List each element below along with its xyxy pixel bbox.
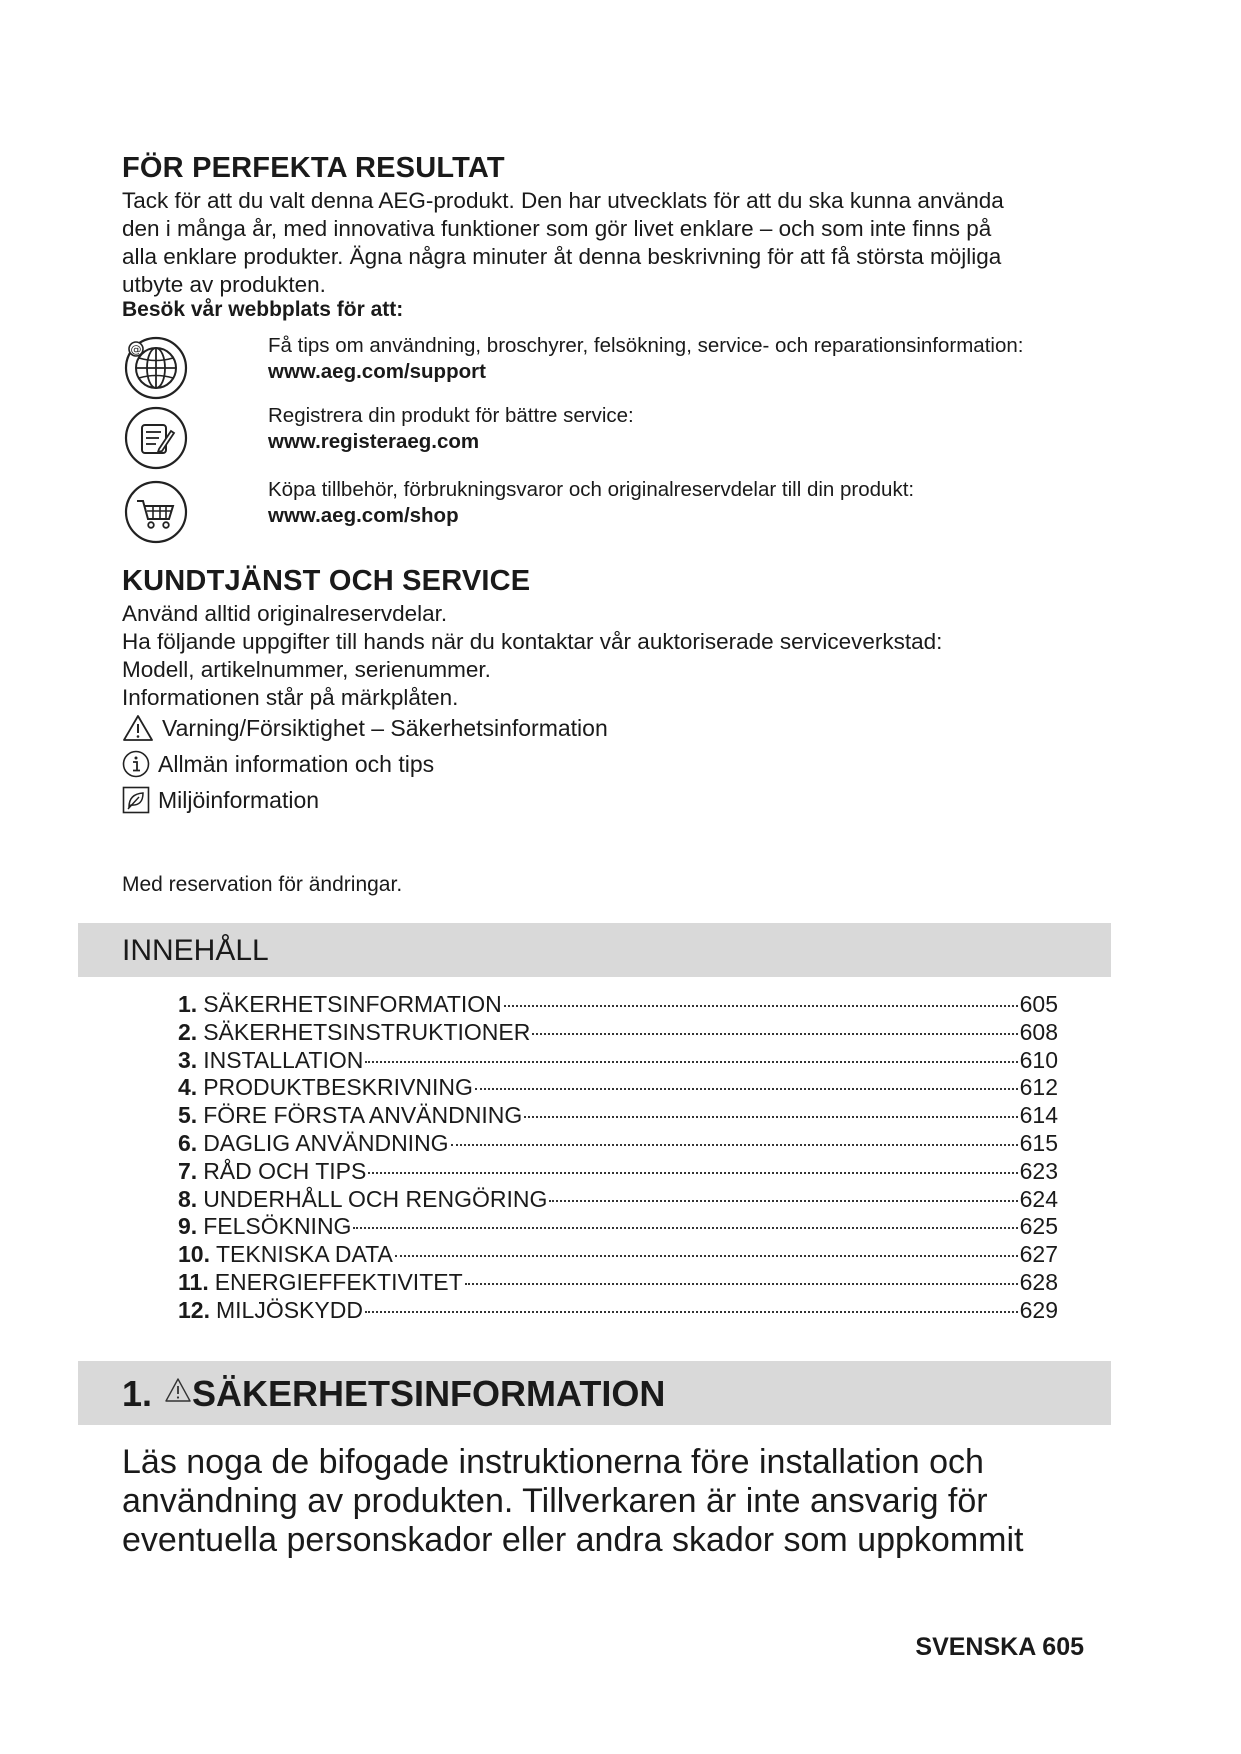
toc-dots: [532, 1033, 1017, 1035]
legend-label: Miljöinformation: [158, 786, 320, 813]
intro-line: den i många år, med innovativa funktioner som gör livet enklare – och som inte finns på: [122, 216, 992, 241]
toc-page: 615: [1019, 1129, 1058, 1156]
toc-dots: [365, 1061, 1017, 1063]
toc-title: PRODUKTBESKRIVNING: [203, 1074, 473, 1101]
web-link-url[interactable]: www.registeraeg.com: [268, 430, 480, 453]
toc-title: MILJÖSKYDD: [215, 1296, 363, 1323]
toc-title: TEKNISKA DATA: [215, 1241, 393, 1268]
service-line: Modell, artikelnummer, serienummer.: [122, 657, 491, 682]
toc-item[interactable]: [178, 1074, 1058, 1102]
disclaimer: Med reservation för ändringar.: [122, 873, 403, 896]
toc-page: 614: [1019, 1102, 1058, 1129]
toc-page: 612: [1019, 1074, 1058, 1101]
toc-num: 7.: [178, 1157, 198, 1184]
web-link-text: Registrera din produkt för bättre service:: [268, 404, 634, 427]
toc-num: 3.: [178, 1046, 198, 1073]
toc-item[interactable]: [178, 1047, 1058, 1075]
toc-item[interactable]: [178, 1102, 1058, 1130]
toc-item[interactable]: [178, 1297, 1058, 1325]
safety-line: eventuella personskador eller andra skador som uppkommit: [122, 1521, 1024, 1559]
toc-dots: [353, 1227, 1017, 1229]
warning-icon: [122, 714, 154, 742]
safety-heading: [122, 1373, 665, 1415]
toc-dots: [451, 1144, 1018, 1146]
intro-line: alla enklare produkter. Ägna några minuter åt denna beskrivning för att få största möjliga: [122, 244, 1002, 269]
toc-num: 4.: [178, 1074, 198, 1101]
toc-page: 605: [1019, 991, 1058, 1017]
toc-title: FELSÖKNING: [203, 1213, 352, 1240]
toc-num: 11.: [178, 1268, 209, 1295]
web-link-url[interactable]: www.aeg.com/shop: [268, 504, 459, 527]
warning-icon: [164, 1377, 192, 1403]
visit-label: Besök vår webbplats för att:: [122, 298, 404, 321]
service-title: KUNDTJÄNST OCH SERVICE: [122, 565, 531, 597]
toc-dots: [365, 1311, 1018, 1313]
toc-page: 624: [1019, 1185, 1058, 1212]
toc-title: INSTALLATION: [203, 1046, 364, 1073]
toc-num: 6.: [178, 1129, 198, 1156]
page-footer: SVENSKA 605: [915, 1633, 1084, 1661]
toc-title: ENERGIEFFEKTIVITET: [214, 1268, 463, 1295]
toc-num: 5.: [178, 1102, 198, 1129]
globe-icon: [123, 335, 189, 401]
safety-header-bar: [78, 1361, 1111, 1425]
toc-dots: [465, 1283, 1018, 1285]
legend-info: [122, 750, 434, 778]
toc-title: RÅD OCH TIPS: [203, 1157, 367, 1184]
toc-num: 1.: [178, 991, 198, 1017]
service-line: Ha följande uppgifter till hands när du kontaktar vår auktoriserade serviceverkstad:: [122, 629, 943, 654]
toc-page: 610: [1019, 1046, 1058, 1073]
cart-icon: [123, 479, 189, 545]
legend-warning: [122, 714, 608, 742]
table-of-contents: [178, 991, 1058, 1325]
toc-title: FÖRE FÖRSTA ANVÄNDNING: [203, 1102, 523, 1129]
register-icon: [123, 405, 189, 471]
toc-item[interactable]: [178, 1213, 1058, 1241]
toc-dots: [395, 1255, 1018, 1257]
intro-title: FÖR PERFEKTA RESULTAT: [122, 152, 505, 184]
toc-title: SÄKERHETSINSTRUKTIONER: [203, 1018, 531, 1045]
intro-paragraph: [122, 187, 1122, 299]
web-link-text: Köpa tillbehör, förbrukningsvaror och originalreservdelar till din produkt:: [268, 478, 915, 501]
toc-dots: [368, 1172, 1017, 1174]
safety-intro: [122, 1443, 1122, 1560]
toc-page: 623: [1019, 1157, 1058, 1184]
web-link-url[interactable]: www.aeg.com/support: [268, 360, 486, 383]
info-icon: [122, 750, 150, 778]
web-link-text: Få tips om användning, broschyrer, felsökning, service- och reparationsinformation:: [268, 334, 1024, 357]
service-line: Informationen står på märkplåten.: [122, 685, 459, 710]
toc-title: SÄKERHETSINFORMATION: [203, 991, 502, 1017]
toc-num: 8.: [178, 1185, 198, 1212]
toc-num: 12.: [178, 1296, 210, 1323]
svg-text:@: @: [130, 343, 142, 356]
toc-page: 628: [1019, 1268, 1058, 1295]
intro-line: Tack för att du valt denna AEG-produkt. Den har utvecklats för att du ska kunna använda: [122, 188, 1004, 213]
toc-item[interactable]: [178, 1241, 1058, 1269]
contents-title: INNEHÅLL: [122, 934, 269, 967]
toc-item[interactable]: [178, 1130, 1058, 1158]
toc-page: 625: [1019, 1213, 1058, 1240]
service-paragraph: [122, 600, 1122, 712]
safety-title: SÄKERHETSINFORMATION: [192, 1373, 666, 1414]
service-line: Använd alltid originalreservdelar.: [122, 601, 448, 626]
toc-num: 9.: [178, 1213, 198, 1240]
safety-line: Läs noga de bifogade instruktionerna före installation och: [122, 1443, 984, 1481]
safety-line: användning av produkten. Tillverkaren är inte ansvarig för: [122, 1482, 988, 1520]
contents-header-bar: [78, 923, 1111, 977]
toc-dots: [504, 1005, 1018, 1007]
leaf-icon: [122, 786, 150, 814]
toc-dots: [475, 1088, 1018, 1090]
intro-line: utbyte av produkten.: [122, 272, 326, 297]
toc-item[interactable]: [178, 991, 1058, 1019]
toc-page: 629: [1019, 1296, 1058, 1323]
toc-page: 608: [1019, 1018, 1058, 1045]
toc-item[interactable]: [178, 1269, 1058, 1297]
toc-item[interactable]: [178, 1186, 1058, 1214]
legend-label: Allmän information och tips: [158, 750, 435, 777]
legend-label: Varning/Försiktighet – Säkerhetsinformation: [162, 714, 608, 741]
toc-title: UNDERHÅLL OCH RENGÖRING: [203, 1185, 548, 1212]
toc-num: 2.: [178, 1018, 198, 1045]
safety-number: 1.: [122, 1373, 153, 1414]
toc-num: 10.: [178, 1241, 210, 1268]
toc-dots: [524, 1116, 1017, 1118]
legend-environment: [122, 786, 319, 814]
toc-dots: [549, 1200, 1017, 1202]
toc-item[interactable]: [178, 1019, 1058, 1047]
toc-item[interactable]: [178, 1158, 1058, 1186]
toc-title: DAGLIG ANVÄNDNING: [203, 1129, 449, 1156]
toc-page: 627: [1019, 1241, 1058, 1268]
